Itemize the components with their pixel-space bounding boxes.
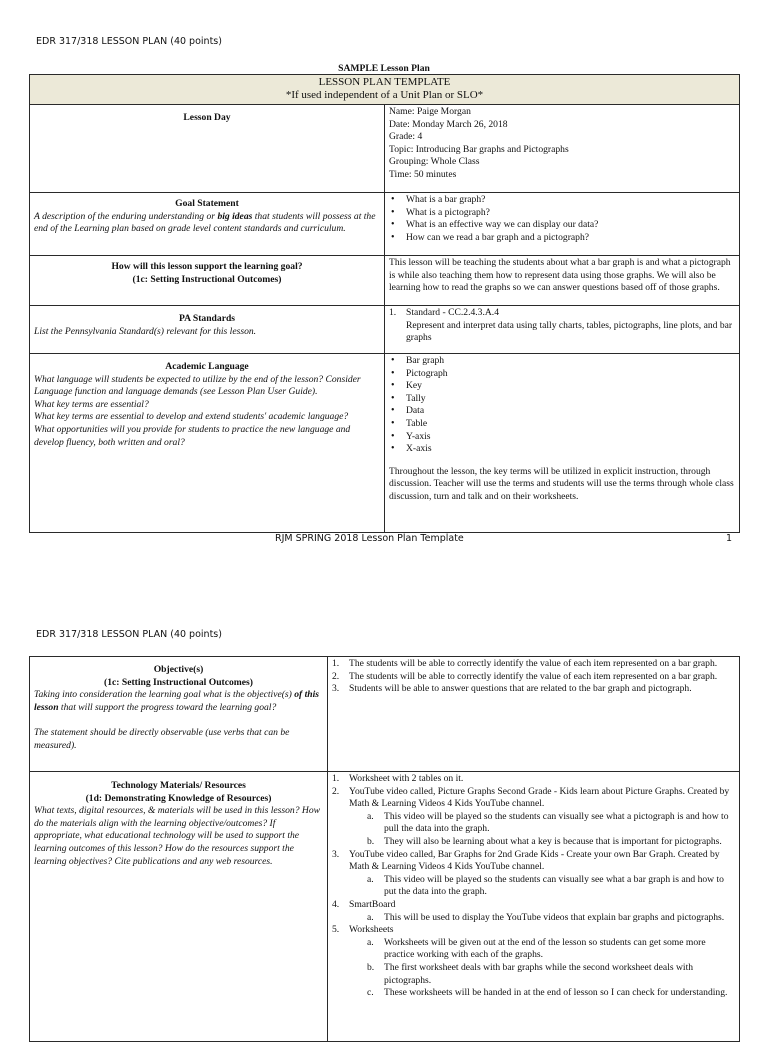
learning-goal-text: This lesson will be teaching the students about what a bar graph is and what a pictograph is while also teaching them how to represent data using those graphs. We will also be learning how to read the graphs so we can answer questions based off of those graphs. — [385, 256, 740, 306]
learning-goal-sublabel: (1c: Setting Instructional Outcomes) — [132, 273, 282, 285]
learning-goal-label: How will this lesson support the learning goal? — [111, 261, 303, 272]
resource-subitem: c. These worksheets will be handed in at the end of lesson so I can check for understanding. — [367, 987, 728, 999]
resource-item: 4. SmartBoard a. This will be used to display the YouTube videos that explain bar graphs and pictographs. — [332, 899, 735, 924]
resource-subitem: a. This will be used to display the YouTube videos that explain bar graphs and pictographs. — [367, 911, 725, 923]
sample-lesson-plan-title: SAMPLE Lesson Plan — [338, 63, 430, 74]
resource-subitem: a. This video will be played so the students can visually see what a pictograph is and how to pull the data into the graph. — [367, 810, 729, 835]
technology-list-cell — [328, 772, 740, 1042]
resource-item: 5. Worksheets a. Worksheets will be given out at the end of the lesson so students can get some more practice working with each of the graphs. b. The first worksheet deals with bar graphs while the second worksheet deals with pictographs. c. These worksheets will be handed in at the end of lesson so I can check for understanding. — [332, 924, 735, 1000]
objective-item: 3. Students will be able to answer questions that are related to the bar graph and pictograph. — [332, 683, 692, 695]
academic-language-cell — [30, 354, 385, 533]
technology-label: Technology Materials/ Resources — [111, 780, 246, 791]
objectives-list-cell — [328, 657, 740, 772]
academic-language-desc4: What opportunities will you provide for students to practice the new language and develop fluency, both written and oral? — [34, 423, 351, 448]
pa-standard-code: Standard - CC.2.4.3.A.4 — [406, 307, 500, 318]
page2-header: EDR 317/318 LESSON PLAN (40 points) — [36, 629, 222, 640]
academic-language-summary: Throughout the lesson, the key terms will be utilized in explicit instruction, through discussion. Teacher will use the terms and students will use the terms through whole class discussion, turn and talk and on their worksheets. — [389, 465, 734, 502]
technology-cell — [30, 772, 328, 1042]
footer-page-number: 1 — [726, 533, 733, 544]
goal-statement-label: Goal Statement — [175, 198, 239, 209]
academic-language-desc1: What language will students be expected to utilize by the end of the lesson? Consider Language function and language demands (see Lesson Plan User Guide). — [34, 373, 361, 398]
resource-subitem: b. They will also be learning about what a key is because that is important for pictographs. — [367, 835, 722, 847]
objective-item: 1. The students will be able to correctly identify the value of each item represented on a bar graph. — [332, 658, 718, 669]
key-term: • Key — [389, 380, 735, 393]
goal-question: • What is a pictograph? — [389, 207, 735, 220]
technology-description: What texts, digital resources, & materials will be used in this lesson? How do the materials align with the learning objective/outcomes? If appropriate, what educational technology will be used to support the learning outcomes of this lesson? How do the resources support the learning objectives? Cite publications and any web resources. — [34, 805, 321, 867]
goal-statement-questions — [385, 193, 740, 256]
objective-item: 2. The students will be able to correctly identify the value of each item represented on a bar graph. — [332, 670, 718, 682]
objectives-sublabel: (1c: Setting Instructional Outcomes) — [104, 676, 253, 688]
objectives-description-2: The statement should be directly observable (use verbs that can be measured). — [34, 727, 290, 751]
pa-standard-item — [389, 307, 735, 345]
template-title: LESSON PLAN TEMPLATE — [318, 76, 451, 88]
key-term: • Bar graph — [389, 355, 735, 368]
lesson-plan-table-page1 — [29, 74, 740, 533]
goal-statement-description: A description of the enduring understanding or big ideas that students will possess at the end of the Learning plan based on grade level content standards and curriculum. — [34, 210, 376, 235]
footer-template-label: RJM SPRING 2018 Lesson Plan Template — [275, 533, 464, 544]
pa-standard-text: Represent and interpret data using tally charts, tables, pictographs, line plots, and bar graphs — [406, 319, 733, 344]
pa-standards-label: PA Standards — [178, 313, 236, 324]
pa-standards-cell — [30, 306, 385, 354]
goal-statement-cell — [30, 193, 385, 256]
template-subtitle: *If used independent of a Unit Plan or SLO* — [285, 89, 484, 101]
key-term: • Data — [389, 405, 735, 418]
pa-standards-description: List the Pennsylvania Standard(s) relevant for this lesson. — [34, 325, 257, 337]
academic-language-label: Academic Language — [165, 361, 249, 372]
pa-standard-number: 1. — [389, 307, 397, 318]
resource-item: 1. Worksheet with 2 tables on it. — [332, 773, 464, 784]
page1-header: EDR 317/318 LESSON PLAN (40 points) — [36, 36, 222, 47]
lesson-day-details — [385, 105, 740, 193]
resource-subitem: a. Worksheets will be given out at the end of the lesson so students can get some more practice working with each of the graphs. — [367, 936, 706, 961]
objectives-cell — [30, 657, 328, 772]
key-term: • X-axis — [389, 443, 735, 456]
lesson-grade: Grade: 4 — [389, 131, 423, 143]
goal-question: • What is a bar graph? — [389, 194, 735, 207]
objectives-label: Objective(s) — [153, 664, 204, 675]
key-term: • Y-axis — [389, 431, 735, 444]
key-term: • Tally — [389, 393, 735, 406]
lesson-name: Name: Paige Morgan — [389, 106, 471, 117]
lesson-plan-table-page2 — [29, 656, 740, 1042]
learning-goal-cell — [30, 256, 385, 306]
lesson-grouping: Grouping: Whole Class — [389, 156, 480, 168]
pa-standards-content — [385, 306, 740, 354]
key-term: • Table — [389, 418, 735, 431]
technology-sublabel: (1d: Demonstrating Knowledge of Resources) — [85, 792, 272, 804]
key-term: • Pictograph — [389, 368, 735, 381]
lesson-topic: Topic: Introducing Bar graphs and Pictographs — [389, 143, 569, 155]
academic-language-content — [385, 354, 740, 533]
resource-item: 3. YouTube video called, Bar Graphs for 2nd Grade Kids - Create your own Bar Graph. Created by Math & Learning Videos 4 Kids YouTube channel. a. This video will be played so the students can visually see what a bar graph is and how to put the data into the graph. — [332, 849, 735, 899]
lesson-date: Date: Monday March 26, 2018 — [389, 118, 508, 130]
template-header — [30, 75, 740, 105]
lesson-time: Time: 50 minutes — [389, 168, 457, 180]
academic-language-desc3: What key terms are essential to develop and extend students' academic language? — [34, 411, 349, 423]
lesson-day-label-cell — [30, 105, 385, 193]
goal-question: • How can we read a bar graph and a pictograph? — [389, 232, 735, 245]
academic-language-desc2: What key terms are essential? — [34, 398, 149, 410]
objectives-description: Taking into consideration the learning goal what is the objective(s) of this lesson that will support the progress toward the learning goal? — [34, 689, 320, 713]
goal-question: • What is an effective way we can display our data? — [389, 219, 735, 232]
resource-item: 2. YouTube video called, Picture Graphs Second Grade - Kids learn about Picture Graphs. Created by Math & Learning Videos 4 Kids YouTube channel. a. This video will be played so the students can visually see what a pictograph is and how to pull the data into the graph. b. They will also be learning about what a key is because that is important for pictographs. — [332, 786, 735, 849]
lesson-day-label: Lesson Day — [183, 112, 231, 123]
resource-subitem: b. The first worksheet deals with bar graphs while the second worksheet deals with pictographs. — [367, 961, 694, 986]
resource-subitem: a. This video will be played so the students can visually see what a bar graph is and how to put the data into the graph. — [367, 873, 724, 898]
